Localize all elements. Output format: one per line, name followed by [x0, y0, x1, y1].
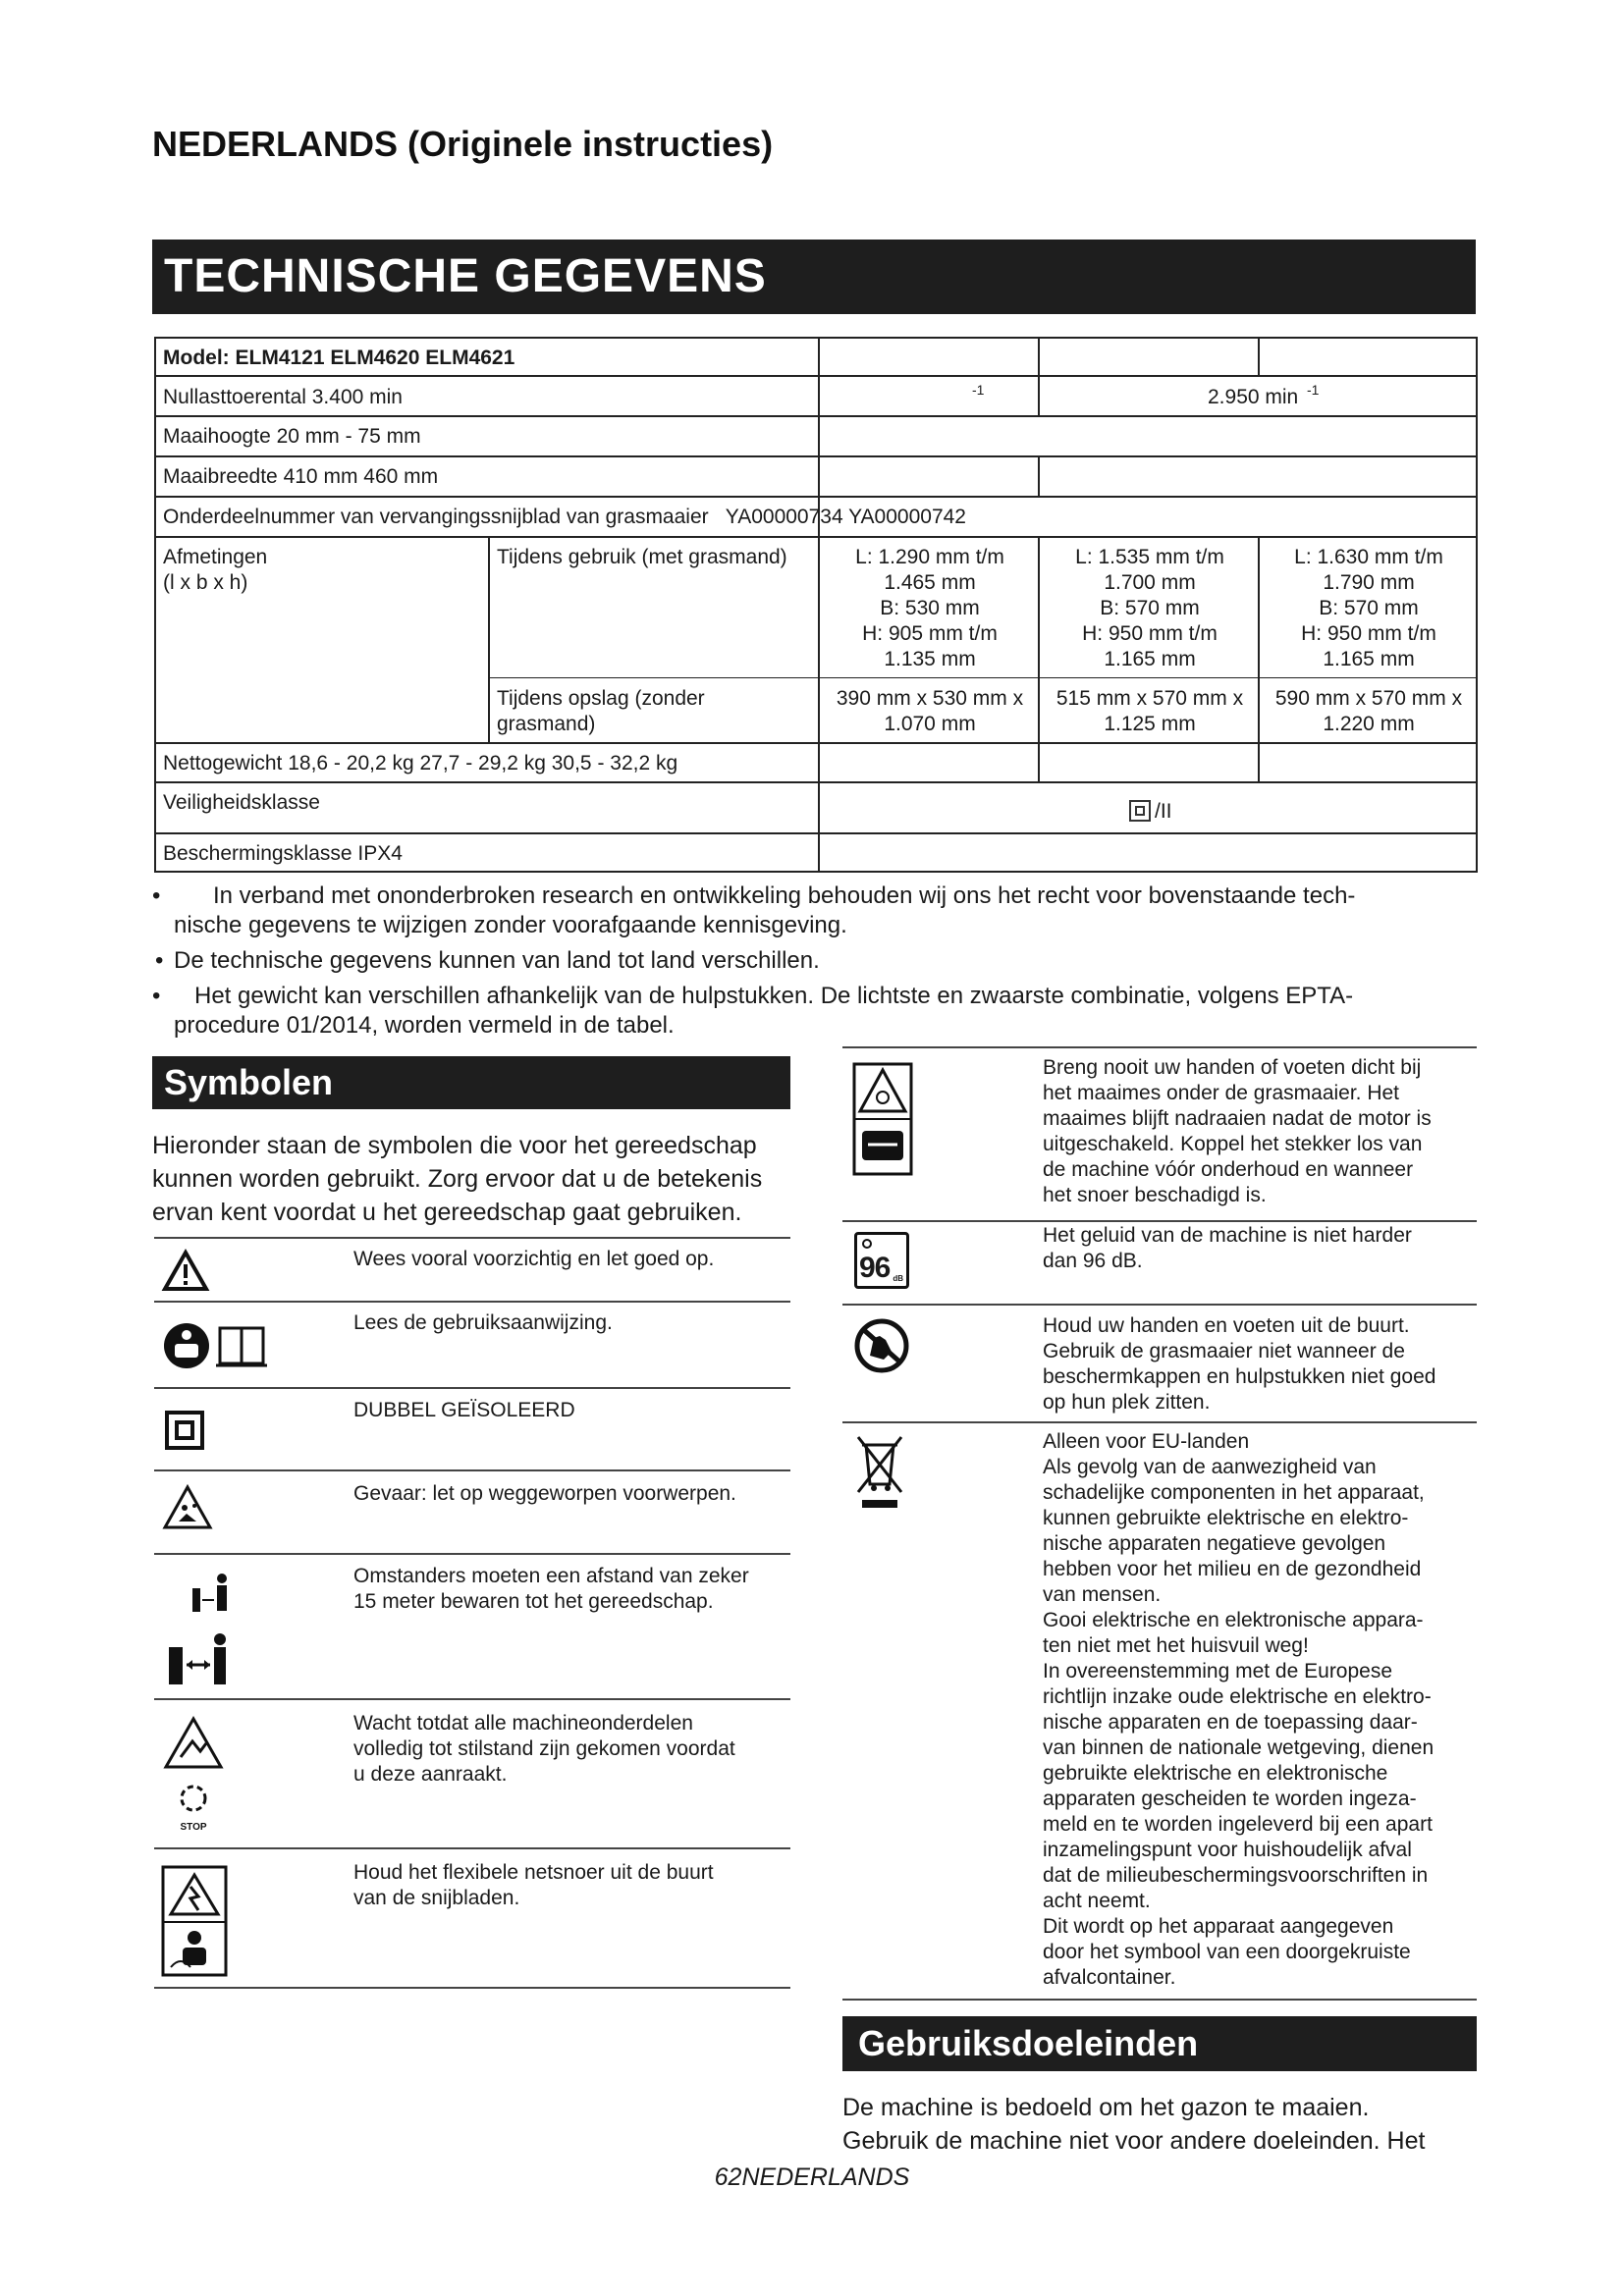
spec-storage-elm4621: 590 mm x 570 mm x 1.220 mm: [1274, 687, 1463, 735]
note-item: • Het gewicht kan verschillen afhankelijk van de hulpstukken. De lichtste en zwaarste combinatie, volgens EPTA- procedure 01/2014, worden vermeld in de tabel.: [152, 983, 1354, 1039]
symbol-text: Het geluid van de machine is niet harder dan 96 dB.: [1043, 1224, 1412, 1272]
spec-safety-label: Veiligheidsklasse: [163, 791, 320, 814]
note-item: • De technische gegevens kunnen van land tot land verschillen.: [155, 947, 820, 974]
thrown-objects-icon: [163, 1484, 212, 1529]
bystander-distance-icon: [165, 1571, 253, 1690]
specs-title: TECHNISCHE GEGEVENS: [152, 240, 1476, 314]
symbols-title: Symbolen: [152, 1056, 790, 1109]
language-title: NEDERLANDS (Originele instructies): [152, 124, 774, 164]
spec-speed-value-b: 2.950 min: [1208, 386, 1299, 408]
symbol-text: Houd het flexibele netsnoer uit de buurt van de snijbladen.: [353, 1861, 714, 1909]
spec-cutting-width: Maaibreedte 410 mm 460 mm: [163, 465, 439, 488]
hands-feet-blade-icon: [852, 1062, 913, 1176]
symbol-text: Alleen voor EU-landen Als gevolg van de aanwezigheid van schadelijke componenten in het apparaat, kunnen gebruikte elektrische en elektro- nische apparaten negatieve gevolgen hebben voor het milieu en de gezondheid van mensen. Gooi elektrische en elektronische appara- ten niet met het huisvuil weg! In overeenstemming met de Europese richtlijn inzake oude elektrische en elektro- nische apparaten en de toepassing daar- van binnen de nationale wetgeving, dienen gebruikte elektrische en elektronische apparaten gescheiden te worden ingeza- meld en te worden ingeleverd bij een apart inzamelingspunt voor huishoudelijk afval dat de milieubeschermingsvoorschriften in acht neemt. Dit wordt op het apparaat aangegeven door het symbool van een doorgekruiste afvalcontainer.: [1043, 1430, 1435, 1989]
wait-stop-icon: [163, 1716, 224, 1838]
spec-blade-part: Onderdeelnummer van vervangingssnijblad van grasmaaier YA00000734 YA00000742: [163, 506, 966, 528]
spec-protection-class: Beschermingsklasse IPX4: [163, 842, 403, 865]
keep-hands-away-icon: [852, 1318, 911, 1373]
read-manual-icon: [163, 1320, 271, 1376]
symbol-text: DUBBEL GEÏSOLEERD: [353, 1399, 575, 1421]
spec-cutting-height: Maaihoogte 20 mm - 75 mm: [163, 425, 421, 448]
note-item: • In verband met ononderbroken research en ontwikkeling behouden wij ons het recht voor bovenstaande tech- nische gegevens te wijzigen zonder voorafgaande kennisgeving.: [152, 882, 1356, 938]
spec-dimensions-label: Afmetingen: [163, 546, 268, 568]
symbol-text: Breng nooit uw handen of voeten dicht bij het maaimes onder de grasmaaier. Het maaimes blijft nadraaien nadat de motor is uitgeschakeld. Koppel het stekker los van de machine vóór onderhoud en wanneer het snoer beschadigd is.: [1043, 1056, 1432, 1206]
symbol-text: Gevaar: let op weggeworpen voorwerpen.: [353, 1482, 736, 1505]
symbols-intro: Hieronder staan de symbolen die voor het gereedschap kunnen worden gebruikt. Zorg ervoor dat u de betekenis ervan kent voordat u het gereedschap gaat gebruiken.: [152, 1132, 763, 1226]
spec-safety-value: /II: [1155, 800, 1172, 823]
spec-in-use-elm4121: L: 1.290 mm t/m 1.465 mm B: 530 mm H: 905 mm t/m 1.135 mm: [855, 546, 1004, 670]
spec-speed-sup-b: -1: [1307, 382, 1320, 398]
symbol-text: Omstanders moeten een afstand van zeker 15 meter bewaren tot het gereedschap.: [353, 1565, 749, 1613]
spec-in-use-elm4620: L: 1.535 mm t/m 1.700 mm B: 570 mm H: 950 mm t/m 1.165 mm: [1075, 546, 1224, 670]
spec-speed-sup-a: -1: [972, 382, 985, 398]
symbol-text: Wees vooral voorzichtig en let goed op.: [353, 1248, 715, 1270]
spec-model-row: Model: ELM4121 ELM4620 ELM4621: [163, 347, 515, 369]
spec-storage-label: Tijdens opslag (zonder grasmand): [497, 687, 705, 735]
spec-dimensions-sublabel: (l x b x h): [163, 571, 248, 594]
intended-use-title: Gebruiksdoeleinden: [842, 2016, 1477, 2071]
spec-notes: [152, 881, 1488, 1046]
spec-in-use-elm4621: L: 1.630 mm t/m 1.790 mm B: 570 mm H: 950 mm t/m 1.165 mm: [1294, 546, 1443, 670]
cord-away-icon: [161, 1865, 230, 1978]
spec-in-use-label: Tijdens gebruik (met grasmand): [497, 546, 787, 568]
intended-use-text: De machine is bedoeld om het gazon te maaien. Gebruik de machine niet voor andere doeleinden. Het: [842, 2094, 1426, 2155]
svg-text:STOP: STOP: [180, 1822, 207, 1833]
noise-level-icon: 96 dB: [854, 1232, 909, 1289]
spec-speed-label: Nullasttoerental 3.400 min: [163, 386, 403, 408]
double-insulation-icon: [165, 1411, 204, 1450]
warning-triangle-icon: [163, 1250, 208, 1291]
double-insulation-small-icon: [1129, 800, 1151, 822]
spec-storage-elm4620: 515 mm x 570 mm x 1.125 mm: [1056, 687, 1244, 735]
symbol-text: Houd uw handen en voeten uit de buurt. Gebruik de grasmaaier niet wanneer de beschermkappen en hulpstukken niet goed op hun plek zitten.: [1043, 1314, 1436, 1414]
spec-storage-elm4121: 390 mm x 530 mm x 1.070 mm: [836, 687, 1024, 735]
symbol-text: Wacht totdat alle machineonderdelen volledig tot stilstand zijn gekomen voordat u deze aanraakt.: [353, 1712, 735, 1786]
weee-bin-icon: [854, 1433, 905, 1510]
spec-net-weight: Nettogewicht 18,6 - 20,2 kg 27,7 - 29,2 kg 30,5 - 32,2 kg: [163, 752, 678, 774]
symbol-text: Lees de gebruiksaanwijzing.: [353, 1311, 613, 1334]
page-footer: 62NEDERLANDS: [714, 2163, 910, 2191]
